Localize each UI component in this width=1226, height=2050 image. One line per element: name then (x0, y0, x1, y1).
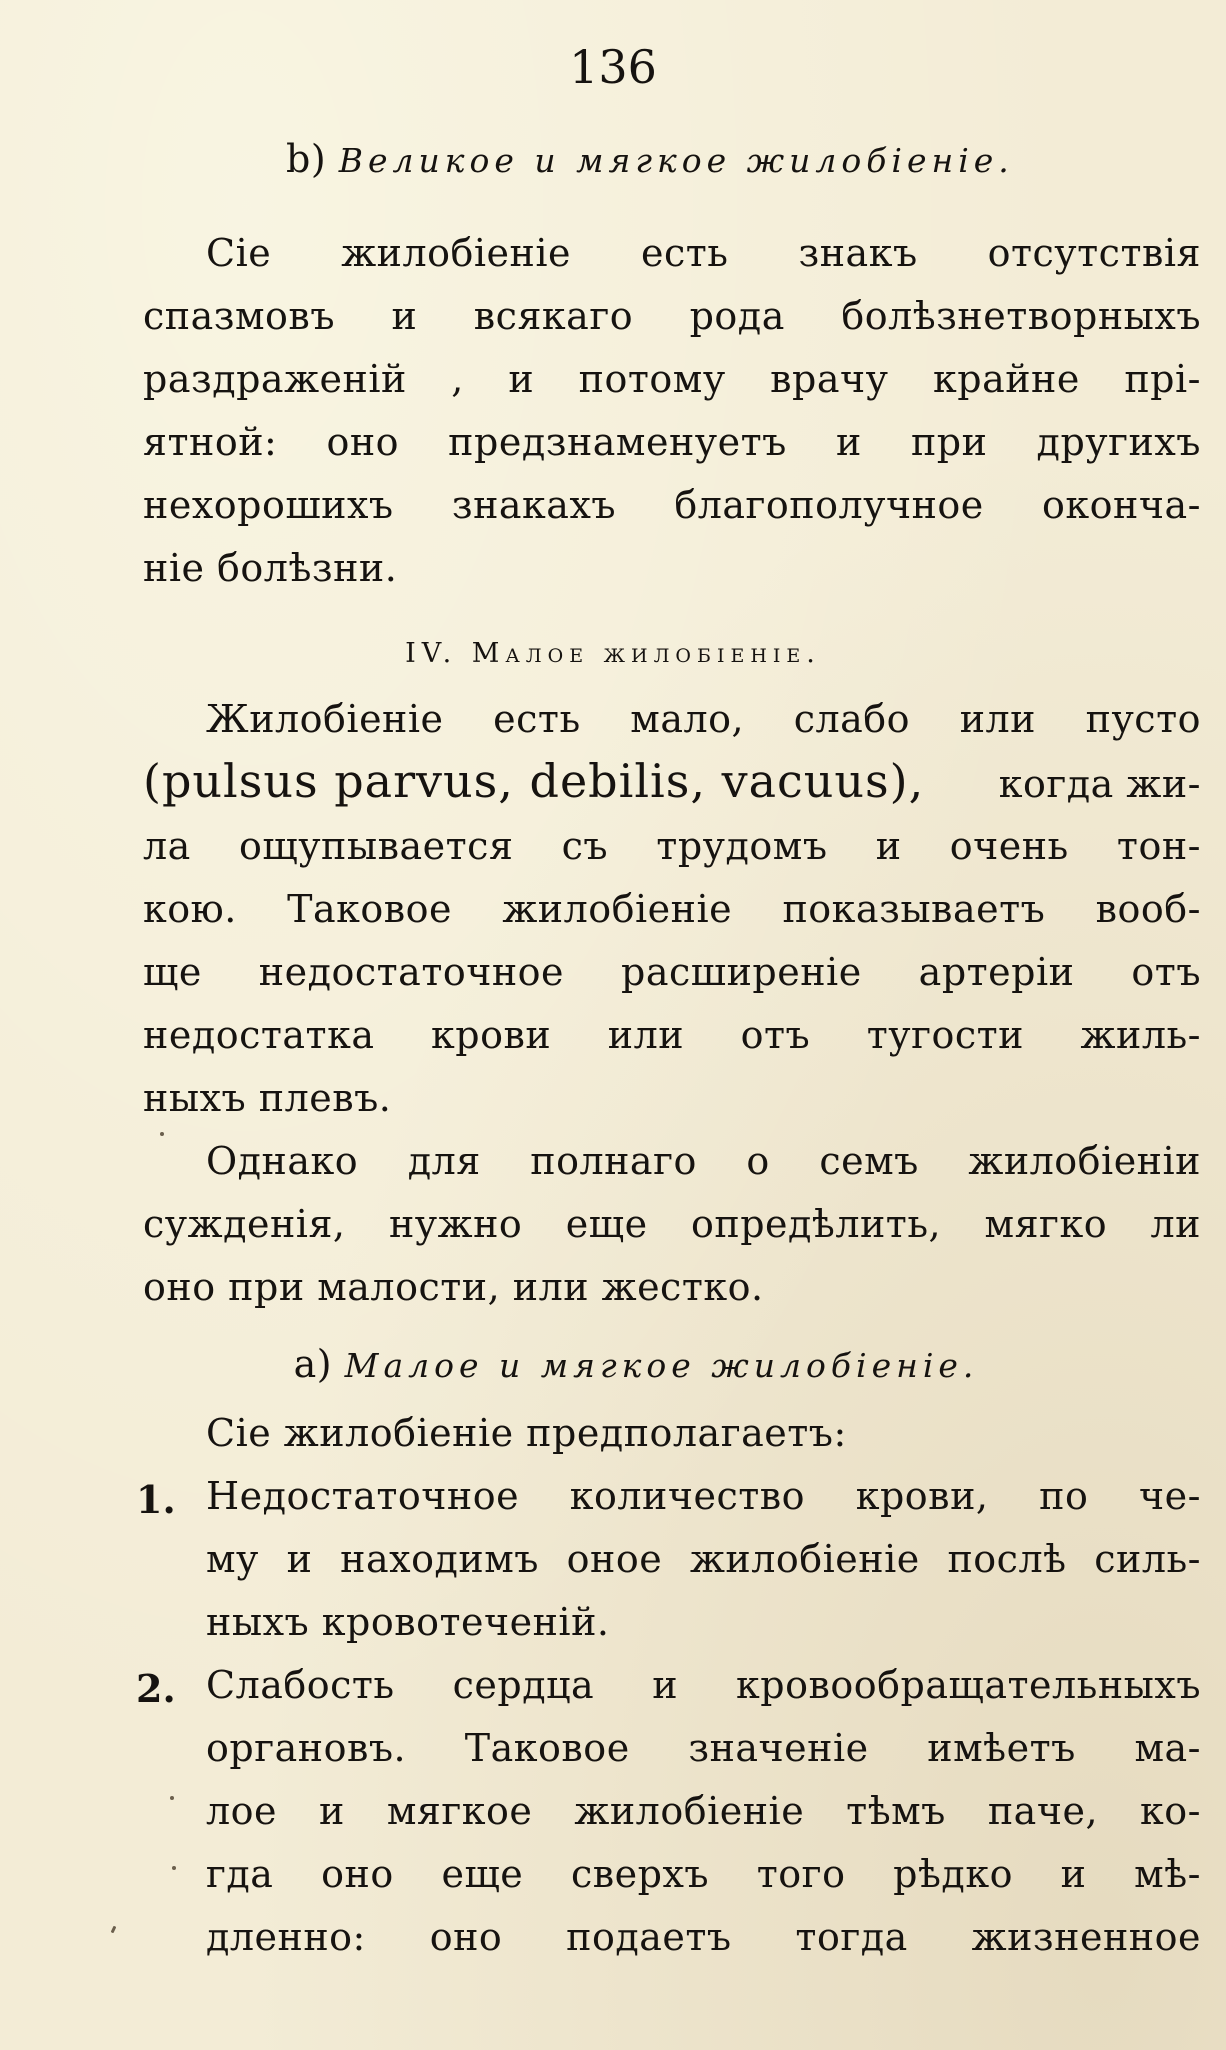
paper-speck (160, 1132, 164, 1136)
section-a-title: Малое и мягкое жилобіеніе. (344, 1346, 979, 1385)
text-line: ныхъ плевъ. (143, 1076, 392, 1120)
text-line: Жилобіеніе есть мало, слабо или пусто (206, 697, 1201, 741)
list-number: 2. (136, 1666, 176, 1711)
text-line: ще недостаточное расширеніе артеріи отъ (143, 950, 1201, 994)
section-a-label: a) (293, 1342, 333, 1386)
section-b-label: b) (286, 137, 327, 181)
section-iv-heading: IV. Малое жилобіеніе. (405, 638, 821, 669)
section-a-heading (286, 1342, 986, 1386)
text-line: Слабость сердца и кровообращательныхъ (206, 1663, 1201, 1707)
text-line: гда оно еще сверхъ того рѣдко и мѣ- (206, 1852, 1201, 1896)
text-line: органовъ. Таковое значеніе имѣетъ ма- (206, 1726, 1201, 1770)
text-line: ятной: оно предзнаменуетъ и при другихъ (143, 420, 1201, 464)
text-line: лое и мягкое жилобіеніе тѣмъ паче, ко- (206, 1789, 1201, 1833)
page-number: 136 (569, 40, 657, 94)
text-line: спазмовъ и всякаго рода болѣзнетворныхъ (143, 294, 1201, 338)
list-number: 1. (136, 1477, 176, 1522)
paper-speck (111, 1926, 117, 1934)
section-b-title: Великое и мягкое жилобіеніе. (338, 141, 1014, 180)
text-line: ла ощупывается съ трудомъ и очень тон- (143, 824, 1201, 868)
text-line: недостатка крови или отъ тугости жиль- (143, 1013, 1201, 1057)
text-line: Однако для полнаго о семъ жилобіеніи (206, 1139, 1201, 1183)
text-line: сужденія, нужно еще опредѣлить, мягко ли (143, 1202, 1201, 1246)
text-line: ніе болѣзни. (143, 546, 398, 590)
text-line: нехорошихъ знакахъ благополучное оконча- (143, 483, 1201, 527)
text-line: дленно: оно подаетъ тогда жизненное (206, 1915, 1201, 1959)
text-line: Сіе жилобіеніе предполагаетъ: (206, 1411, 847, 1455)
latin-term: (pulsus parvus, debilis, vacuus), (143, 754, 925, 808)
text-fragment: когда жи- (998, 762, 1201, 806)
text-line: Сіе жилобіеніе есть знакъ отсутствія (206, 231, 1201, 275)
section-b-heading (286, 137, 1014, 181)
text-line: Недостаточное количество крови, по че- (206, 1474, 1201, 1518)
text-line: ныхъ кровотеченій. (206, 1600, 610, 1644)
text-line: раздраженій , и потому врачу крайне прі- (143, 357, 1201, 401)
text-line: му и находимъ оное жилобіеніе послѣ силь- (206, 1537, 1201, 1581)
text-line: кою. Таковое жилобіеніе показываетъ вооб- (143, 887, 1201, 931)
paper-speck (170, 1796, 174, 1800)
paper-speck (172, 1866, 176, 1870)
text-line: оно при малости, или жестко. (143, 1265, 764, 1309)
text-line-latin (143, 754, 1201, 808)
